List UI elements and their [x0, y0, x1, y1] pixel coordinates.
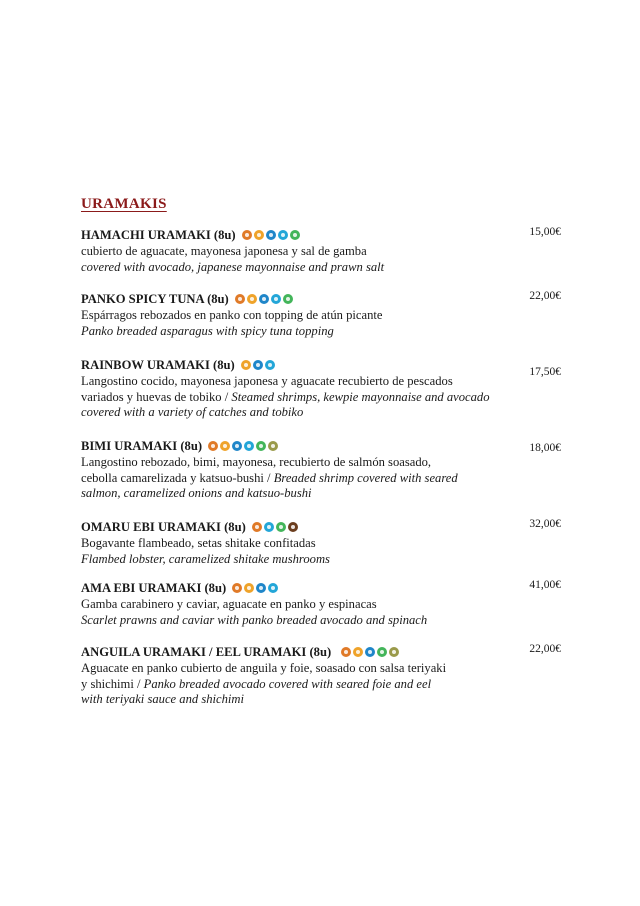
- item-description-en: Panko breaded avocado covered with seared foie and eel: [143, 676, 432, 691]
- item-description-es: Langostino rebozado, bimi, mayonesa, recubierto de salmón soasado,: [81, 455, 432, 469]
- item-price: 22,00€: [529, 643, 561, 655]
- allergen-egg-icon: [353, 647, 363, 657]
- item-name: RAINBOW URAMAKI (8u): [81, 357, 235, 372]
- item-description-es: cubierto de aguacate, mayonesa japonesa y sal de gamba: [81, 244, 367, 258]
- item-description-es: Bogavante flambeado, setas shitake confitadas: [81, 536, 316, 550]
- allergen-icons: [232, 583, 278, 593]
- allergen-soy-icon: [259, 294, 269, 304]
- allergen-soy-icon: [232, 441, 242, 451]
- allergen-sesame-icon: [256, 441, 266, 451]
- item-description-es-cont: y shichimi /: [81, 676, 144, 691]
- menu-item: [81, 643, 561, 708]
- item-name: HAMACHI URAMAKI (8u): [81, 227, 236, 242]
- item-description-en: Breaded shrimp covered with seared: [273, 470, 458, 485]
- menu-item: [81, 356, 561, 421]
- item-name: AMA EBI URAMAKI (8u): [81, 580, 227, 595]
- allergen-icons: [241, 360, 275, 370]
- allergen-fish-icon: [235, 294, 245, 304]
- item-name: PANKO SPICY TUNA (8u): [81, 291, 229, 306]
- item-description-es: Langostino cocido, mayonesa japonesa y aguacate recubierto de pescados: [81, 374, 453, 388]
- allergen-crustacean-icon: [268, 583, 278, 593]
- allergen-mollusc-icon: [288, 522, 298, 532]
- allergen-icons: [341, 647, 399, 657]
- item-description-es: Gamba carabinero y caviar, aguacate en panko y espinacas: [81, 597, 377, 611]
- allergen-soy-icon: [253, 360, 263, 370]
- allergen-sesame-icon: [377, 647, 387, 657]
- menu-item: [81, 290, 561, 339]
- item-description-en: Scarlet prawns and caviar with panko breaded avocado and spinach: [81, 612, 428, 627]
- allergen-crustacean-icon: [271, 294, 281, 304]
- item-price: 22,00€: [529, 290, 561, 302]
- allergen-mustard-icon: [389, 647, 399, 657]
- item-description-en-cont: with teriyaki sauce and shichimi: [81, 692, 244, 706]
- item-description-en: Flambed lobster, caramelized shitake mushrooms: [81, 551, 330, 566]
- menu-item: [81, 579, 561, 628]
- allergen-crustacean-icon: [264, 522, 274, 532]
- allergen-icons: [252, 522, 298, 532]
- item-description-es: Aguacate en panko cubierto de anguila y foie, soasado con salsa teriyaki: [81, 661, 447, 675]
- allergen-icons: [208, 441, 278, 451]
- allergen-mustard-icon: [268, 441, 278, 451]
- item-description-en-cont: covered with a variety of catches and tobiko: [81, 405, 304, 419]
- item-price: 17,50€: [529, 366, 561, 378]
- allergen-sesame-icon: [276, 522, 286, 532]
- allergen-soy-icon: [256, 583, 266, 593]
- allergen-egg-icon: [247, 294, 257, 304]
- item-description-es-cont: cebolla camarelizada y katsuo-bushi /: [81, 470, 274, 485]
- allergen-fish-icon: [252, 522, 262, 532]
- item-price: 18,00€: [529, 442, 561, 454]
- allergen-egg-icon: [244, 583, 254, 593]
- item-name: BIMI URAMAKI (8u): [81, 438, 203, 453]
- allergen-icons: [242, 230, 300, 240]
- allergen-sesame-icon: [283, 294, 293, 304]
- allergen-soy-icon: [365, 647, 375, 657]
- item-description-en: covered with avocado, japanese mayonnaise and prawn salt: [81, 259, 385, 274]
- item-name: OMARU EBI URAMAKI (8u): [81, 519, 246, 534]
- item-description-en: Steamed shrimps, kewpie mayonnaise and avocado: [231, 389, 490, 404]
- allergen-icons: [235, 294, 293, 304]
- item-price: 41,00€: [529, 579, 561, 591]
- menu-item: [81, 437, 561, 502]
- section-title: URAMAKIS: [81, 196, 167, 212]
- allergen-fish-icon: [341, 647, 351, 657]
- item-description-es: Espárragos rebozados en panko con topping de atún picante: [81, 308, 383, 322]
- allergen-fish-icon: [232, 583, 242, 593]
- allergen-egg-icon: [254, 230, 264, 240]
- allergen-egg-icon: [220, 441, 230, 451]
- allergen-crustacean-icon: [278, 230, 288, 240]
- allergen-crustacean-icon: [265, 360, 275, 370]
- menu-item: [81, 518, 561, 567]
- allergen-soy-icon: [266, 230, 276, 240]
- item-price: 15,00€: [529, 226, 561, 238]
- allergen-sesame-icon: [290, 230, 300, 240]
- item-price: 32,00€: [529, 518, 561, 530]
- menu-item: [81, 226, 561, 275]
- item-description-en: Panko breaded asparagus with spicy tuna topping: [81, 323, 334, 338]
- item-description-en-cont: salmon, caramelized onions and katsuo-bushi: [81, 486, 312, 500]
- allergen-crustacean-icon: [244, 441, 254, 451]
- item-name: ANGUILA URAMAKI / EEL URAMAKI (8u): [81, 644, 332, 659]
- allergen-fish-icon: [208, 441, 218, 451]
- item-description-es-cont: variados y huevas de tobiko /: [81, 389, 232, 404]
- allergen-fish-icon: [242, 230, 252, 240]
- allergen-egg-icon: [241, 360, 251, 370]
